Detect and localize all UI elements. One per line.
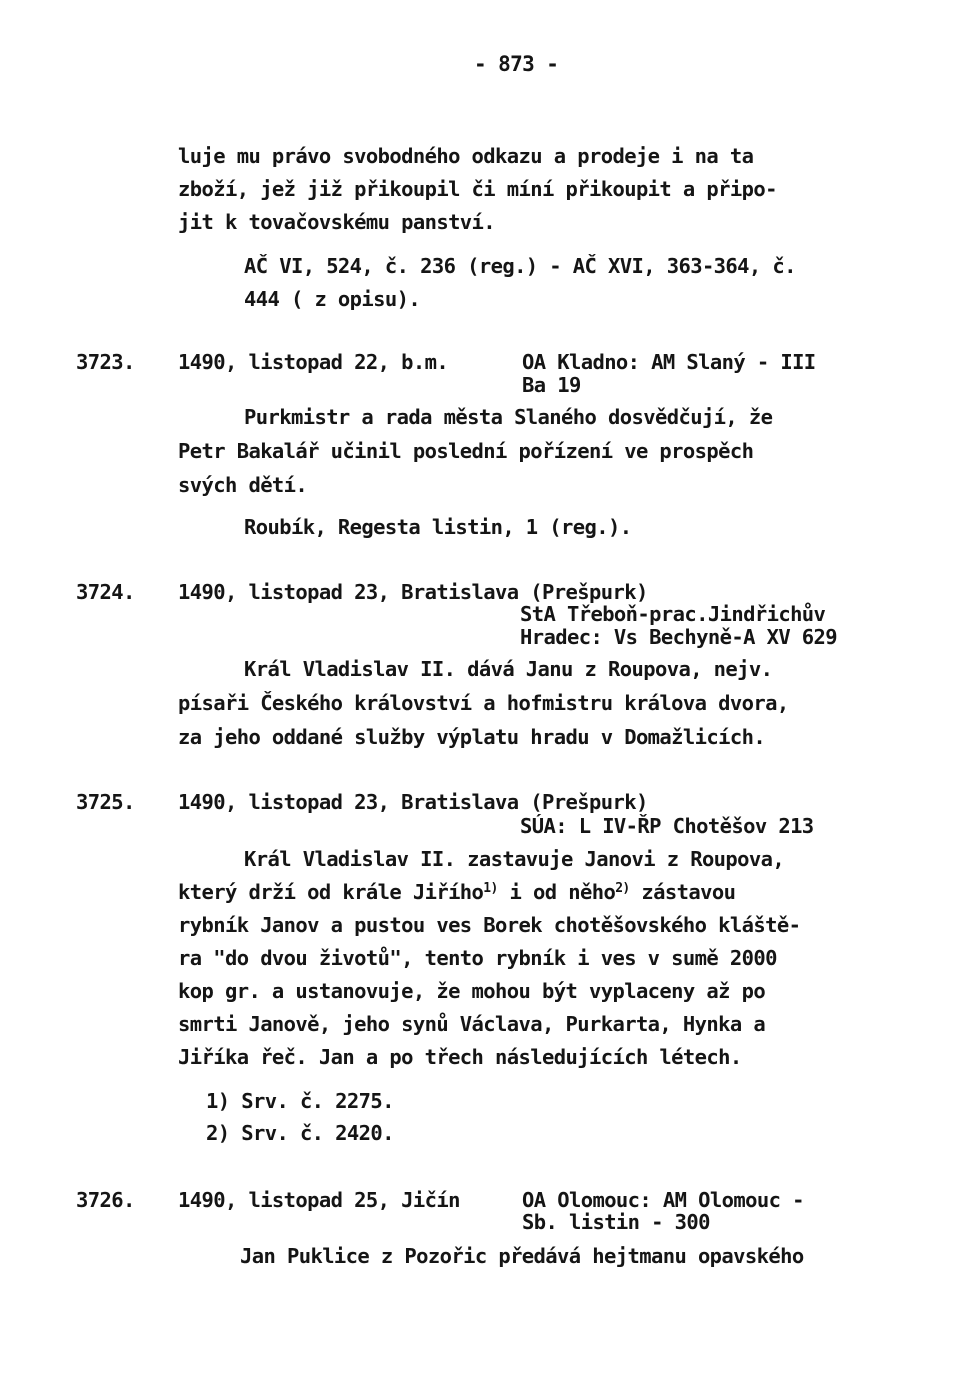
entry-date-place: 1490, listopad 22, b.m.: [178, 350, 449, 374]
entry-number: 3725.: [76, 790, 135, 814]
text-segment: který drží od krále Jiřího: [178, 880, 484, 904]
entry-archive-1: OA Kladno: AM Slaný - III: [522, 350, 816, 374]
footnote-mark: 2): [206, 1121, 230, 1145]
intro-line-2: zboží, jež již přikoupil či míní přikoupit a připo-: [178, 177, 777, 201]
entry-text-3: svých dětí.: [178, 473, 308, 497]
entry-number: 3724.: [76, 580, 135, 604]
entry-archive-2: Hradec: Vs Bechyně-A XV 629: [520, 625, 838, 649]
entry-date-place: 1490, listopad 23, Bratislava (Prešpurk): [178, 790, 648, 814]
entry-date-place: 1490, listopad 25, Jičín: [178, 1188, 460, 1212]
entry-archive-2: Ba 19: [522, 373, 581, 397]
text-segment: zástavou: [629, 880, 736, 904]
entry-text-2: písaři Českého království a hofmistru králova dvora,: [178, 691, 789, 715]
entry-text-3: rybník Janov a pustou ves Borek chotěšovského kláště-: [178, 913, 801, 937]
entry-number: 3723.: [76, 350, 135, 374]
intro-source-2: 444 ( z opisu).: [244, 287, 421, 311]
footnote-text: Srv. č. 2420.: [241, 1121, 394, 1145]
footnote-2: [206, 1121, 394, 1145]
entry-text-6: smrti Janově, jeho synů Václava, Purkarta, Hynka a: [178, 1012, 766, 1036]
entry-source: Roubík, Regesta listin, 1 (reg.).: [244, 515, 632, 539]
footnote-1: [206, 1089, 394, 1113]
intro-source-1: AČ VI, 524, č. 236 (reg.) - AČ XVI, 363-364, č.: [244, 254, 796, 278]
entry-text-4: ra "do dvou životů", tento rybník i ves v sumě 2000: [178, 946, 777, 970]
entry-text-1: Purkmistr a rada města Slaného dosvědčují, že: [244, 405, 773, 429]
entry-text-1: Král Vladislav II. dává Janu z Roupova, nejv.: [244, 657, 773, 681]
entry-text-3: za jeho oddané služby výplatu hradu v Domažlicích.: [178, 725, 766, 749]
entry-archive-1: SÚA: L IV-ŘP Chotěšov 213: [520, 814, 814, 838]
entry-text-5: kop gr. a ustanovuje, že mohou být vyplaceny až po: [178, 979, 766, 1003]
entry-text-7: Jiříka řeč. Jan a po třech následujících létech.: [178, 1045, 742, 1069]
entry-text-2: Petr Bakalář učinil poslední pořízení ve prospěch: [178, 439, 754, 463]
entry-archive-1: OA Olomouc: AM Olomouc -: [522, 1188, 804, 1212]
page-number: - 873 -: [474, 52, 559, 76]
footnote-ref-2: 2): [615, 881, 630, 896]
intro-line-3: jit k tovačovskému panství.: [178, 210, 496, 234]
footnote-text: Srv. č. 2275.: [241, 1089, 394, 1113]
entry-archive-1: StA Třeboň-prac.Jindřichův: [520, 602, 826, 626]
entry-date-place: 1490, listopad 23, Bratislava (Prešpurk): [178, 580, 648, 604]
entry-text-2: [178, 880, 735, 904]
entry-number: 3726.: [76, 1188, 135, 1212]
entry-text-1: Král Vladislav II. zastavuje Janovi z Roupova,: [244, 847, 785, 871]
footnote-ref-1: 1): [483, 881, 498, 896]
intro-line-1: luje mu právo svobodného odkazu a prodeje i na ta: [178, 144, 754, 168]
text-segment: i od něho: [497, 880, 616, 904]
footnote-mark: 1): [206, 1089, 230, 1113]
entry-text-1: Jan Puklice z Pozořic předává hejtmanu opavského: [240, 1244, 804, 1268]
entry-archive-2: Sb. listin - 300: [522, 1210, 710, 1234]
